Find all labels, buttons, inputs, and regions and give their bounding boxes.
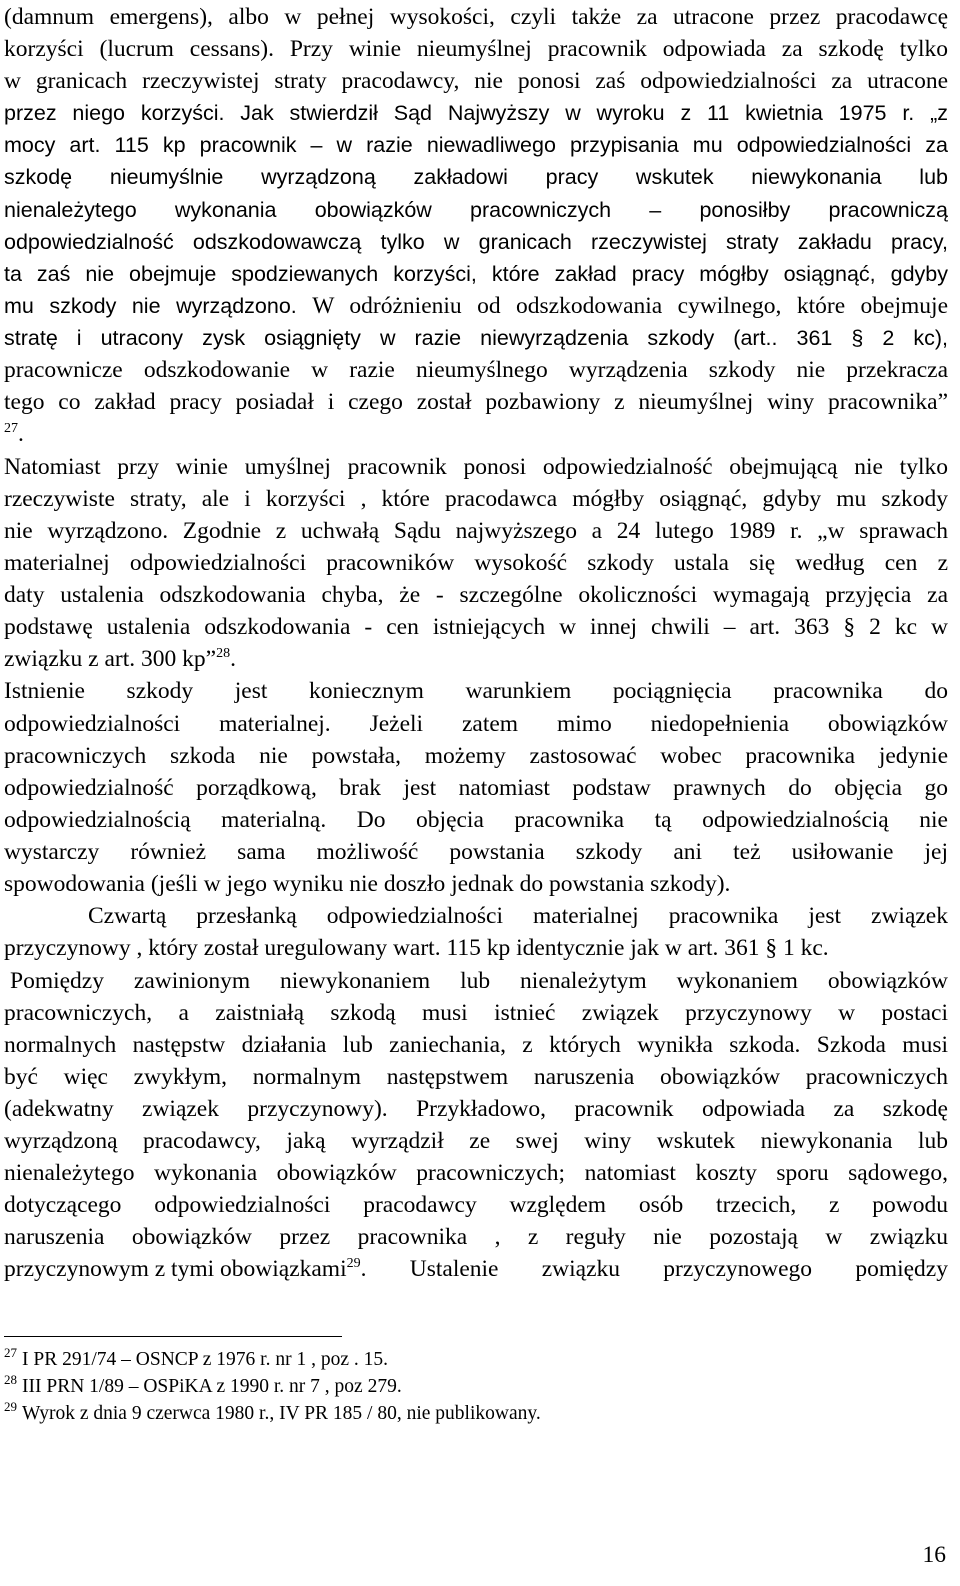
footnote-text: I PR 291/74 – OSNCP z 1976 r. nr 1 , poz . 15.	[22, 1349, 388, 1370]
text-span: W odróżnieniu od odszkodowania cywilnego, które obejmuje	[312, 293, 948, 319]
text-line: mocy art. 115 kp pracownik – w razie niewadliwego przypisania mu odpowiedzialności za	[4, 133, 948, 157]
text-line: podstawę ustalenia odszkodowania - cen istniejących w innej chwili – art. 363 § 2 kc w	[4, 614, 948, 640]
text-line: naruszenia obowiązków przez pracownika , z reguły nie pozostają w związku	[4, 1224, 948, 1250]
text-line: Pomiędzy zawinionym niewykonaniem lub nienależytym wykonaniem obowiązków	[10, 968, 948, 994]
text-line: Czwartą przesłanką odpowiedzialności materialnej pracownika jest związek	[88, 903, 948, 929]
text-line: rzeczywiste straty, ale i korzyści , które pracodawca mógłby osiągnąć, gdyby mu szkody	[4, 486, 948, 512]
text-line	[4, 417, 948, 451]
text-line: (damnum emergens), albo w pełnej wysokości, czyli także za utracone przez pracodawcę	[4, 4, 948, 30]
footnote-number: 29	[4, 1399, 17, 1414]
text-line: odpowiedzialność odszkodowawczą tylko w granicach rzeczywistej straty zakładu pracy,	[4, 230, 948, 254]
text-line: materialnej odpowiedzialności pracowników wysokość szkody ustala się według cen z	[4, 550, 948, 576]
text-line: dotyczącego odpowiedzialności pracodawcy względem osób trzecich, z powodu	[4, 1192, 948, 1218]
text-line: przez niego korzyści. Jak stwierdził Sąd Najwyższy w wyroku z 11 kwietnia 1975 r. „z	[4, 101, 948, 125]
text-span: . Ustalenie związku przyczynowego pomiędzy	[360, 1256, 948, 1282]
footnote-number: 28	[4, 1372, 17, 1387]
text-line: normalnych następstw działania lub zaniechania, z których wynikła szkoda. Szkoda musi	[4, 1032, 948, 1058]
footnote-ref: 27	[4, 421, 18, 436]
text-line: tego co zakład pracy posiadał i czego został pozbawiony z nieumyślnej winy pracownika”	[4, 389, 948, 415]
text-line: przyczynowy , który został uregulowany wart. 115 kp identycznie jak w art. 361 § 1 kc.	[4, 935, 829, 961]
text-line: korzyści (lucrum cessans). Przy winie nieumyślnej pracownik odpowiada za szkodę tylko	[4, 36, 948, 62]
text-line: odpowiedzialności materialnej. Jeżeli zatem mimo niedopełnienia obowiązków	[4, 711, 948, 737]
text-line: pracowniczych, a zaistniałą szkodą musi istnieć związek przyczynowy w postaci	[4, 1000, 948, 1026]
footnote-separator	[4, 1336, 342, 1337]
text-line: nienależytego wykonania obowiązków pracowniczych; natomiast koszty sporu sądowego,	[4, 1160, 948, 1186]
text-line: spowodowania (jeśli w jego wyniku nie doszło jednak do powstania szkody).	[4, 871, 731, 897]
footnote	[4, 1374, 948, 1400]
text-line: (adekwatny związek przyczynowy). Przykładowo, pracownik odpowiada za szkodę	[4, 1096, 948, 1122]
text-line: stratę i utracony zysk osiągnięty w razie niewyrządzenia szkody (art.. 361 § 2 kc),	[4, 326, 948, 350]
text-line: Natomiast przy winie umyślnej pracownik ponosi odpowiedzialność obejmującą nie tylko	[4, 454, 948, 480]
text-line: wystarczy również sama możliwość powstania szkody ani też usiłowanie jej	[4, 839, 948, 865]
text-line: być więc zwykłym, normalnym następstwem naruszenia obowiązków pracowniczych	[4, 1064, 948, 1090]
text-line: szkodę nieumyślnie wyrządzoną zakładowi pracy wskutek niewykonania lub	[4, 165, 948, 189]
quote-end: mu szkody nie wyrządzono.	[4, 294, 297, 318]
text-span: .	[230, 646, 236, 672]
text-span	[4, 1252, 361, 1286]
text-span: .	[18, 421, 24, 447]
footnote-text: Wyrok z dnia 9 czerwca 1980 r., IV PR 185 / 80, nie publikowany.	[22, 1403, 541, 1424]
footnote-number: 27	[4, 1345, 17, 1360]
text-line: nie wyrządzono. Zgodnie z uchwałą Sądu najwyższego a 24 lutego 1989 r. „w sprawach	[4, 518, 948, 544]
text-line	[4, 642, 948, 676]
text-line: Istnienie szkody jest koniecznym warunkiem pociągnięcia pracownika do	[4, 678, 948, 704]
text-line: w granicach rzeczywistej straty pracodawcy, nie ponosi zaś odpowiedzialności za utracone	[4, 68, 948, 94]
text-line	[4, 1252, 948, 1286]
footnote	[4, 1347, 948, 1373]
text-line: pracownicze odszkodowanie w razie nieumyślnego wyrządzenia szkody nie przekracza	[4, 357, 948, 383]
text-line: odpowiedzialność porządkową, brak jest natomiast podstaw prawnych do objęcia go	[4, 775, 948, 801]
text-line: daty ustalenia odszkodowania chyba, że - szczególne okoliczności wymagają przyjęcia za	[4, 582, 948, 608]
text-span: związku z art. 300 kp”	[4, 646, 217, 672]
text-line: pracowniczych szkoda nie powstała, możemy zastosować wobec pracownika jedynie	[4, 743, 948, 769]
text-line: wyrządzoną pracodawcy, jaką wyrządził ze swej winy wskutek niewykonania lub	[4, 1128, 948, 1154]
footnote-ref: 29	[346, 1256, 361, 1271]
footnote	[4, 1401, 948, 1427]
text-line: odpowiedzialnością materialną. Do objęcia pracownika tą odpowiedzialnością nie	[4, 807, 948, 833]
footnote-ref: 28	[216, 646, 231, 661]
text-line: nienależytego wykonania obowiązków pracowniczych – ponosiłby pracowniczą	[4, 198, 948, 222]
text-span: przyczynowym z tymi obowiązkami	[4, 1256, 347, 1282]
page-number: 16	[922, 1542, 946, 1568]
text-line: ta zaś nie obejmuje spodziewanych korzyści, które zakład pracy mógłby osiągnąć, gdyby	[4, 262, 948, 286]
footnote-text: III PRN 1/89 – OSPiKA z 1990 r. nr 7 , poz 279.	[22, 1376, 402, 1397]
text-line	[4, 289, 948, 323]
